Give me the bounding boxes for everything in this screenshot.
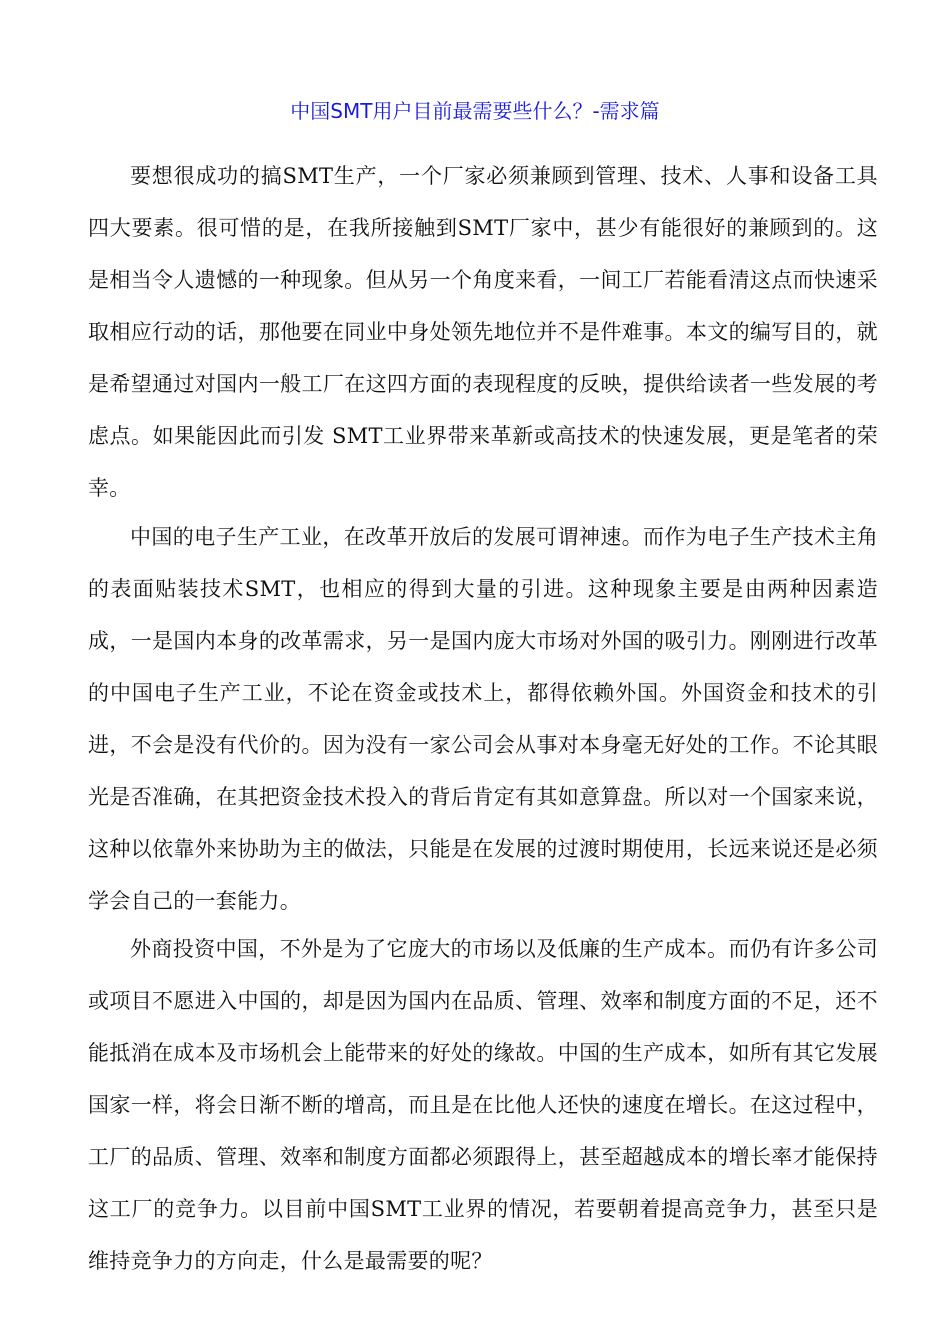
paragraph-1: 要想很成功的搞SMT生产，一个厂家必须兼顾到管理、技术、人事和设备工具四大要素。很可惜的是，在我所接触到SMT厂家中，甚少有能很好的兼顾到的。这是相当令人遗憾的一种现象。但从另一个角度来看，一间工厂若能看清这点而快速采取相应行动的话，那他要在同业中身处领先地位并不是件难事。本文的编写目的，就是希望通过对国内一般工厂在这四方面的表现程度的反映，提供给读者一些发展的考虑点。如果能因此而引发 SMT工业界带来革新或高技术的快速发展，更是笔者的荣幸。 [88,164,878,500]
paragraph-2: 中国的电子生产工业，在改革开放后的发展可谓神速。而作为电子生产技术主角的表面贴装技术SMT，也相应的得到大量的引进。这种现象主要是由两种因素造成，一是国内本身的改革需求，另一是国内庞大市场对外国的吸引力。刚刚进行改革的中国电子生产工业，不论在资金或技术上，都得依赖外国。外国资金和技术的引进，不会是没有代价的。因为没有一家公司会从事对本身毫无好处的工作。不论其眼光是否准确，在其把资金技术投入的背后肯定有其如意算盘。所以对一个国家来说，这种以依靠外来协助为主的做法，只能是在发展的过渡时期使用，长远来说还是必须学会自己的一套能力。 [88,525,878,913]
paragraph-3: 外商投资中国，不外是为了它庞大的市场以及低廉的生产成本。而仍有许多公司或项目不愿进入中国的，却是因为国内在品质、管理、效率和制度方面的不足，还不能抵消在成本及市场机会上能带来的好处的缘故。中国的生产成本，如所有其它发展国家一样，将会日渐不断的增高，而且是在比他人还快的速度在增长。在这过程中，工厂的品质、管理、效率和制度方面都必须跟得上，甚至超越成本的增长率才能保持这工厂的竞争力。以目前中国SMT工业界的情况，若要朝着提高竞争力，甚至只是维持竞争力的方向走，什么是最需要的呢？ [88,937,878,1273]
document-title: 中国SMT用户目前最需要些什么？-需求篇 [290,99,660,123]
